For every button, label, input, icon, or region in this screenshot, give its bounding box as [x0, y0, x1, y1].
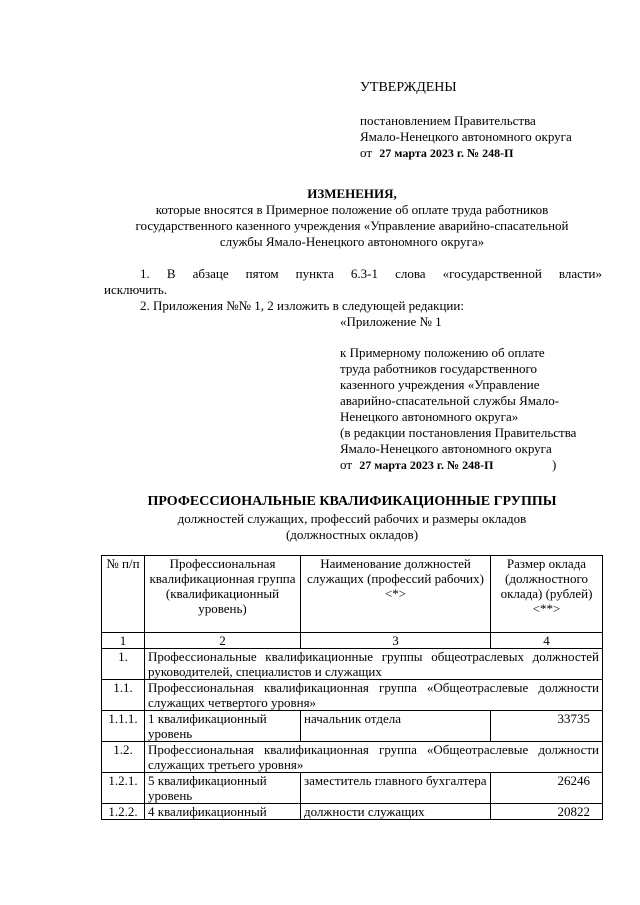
- appendix-date-prefix: от: [340, 457, 353, 472]
- section-title: ПРОФЕССИОНАЛЬНЫЕ КВАЛИФИКАЦИОННЫЕ ГРУППЫ: [147, 494, 557, 509]
- table-header-row: [102, 556, 603, 633]
- row-salary: 20822: [491, 804, 603, 820]
- approval-line-1: постановлением Правительства: [360, 113, 536, 128]
- document-title: ИЗМЕНЕНИЯ,: [307, 186, 397, 201]
- row-level: 5 квалификационный уровень: [145, 773, 301, 804]
- table-row: [102, 649, 603, 680]
- qualification-table: [101, 555, 603, 820]
- approval-date-prefix: от: [360, 145, 373, 160]
- row-num: 1.1.1.: [102, 711, 145, 742]
- row-level: 4 квалификационный: [145, 804, 301, 820]
- heading-line-1: которые вносятся в Примерное положение об оплате труда работников: [155, 202, 549, 217]
- appendix-line-2: труда работников государственного: [340, 361, 538, 376]
- section-subtitle-2: (должностных окладов): [285, 527, 419, 542]
- row-num: 1.: [102, 649, 145, 680]
- appendix-closing-paren: ): [552, 457, 557, 472]
- appendix-title: «Приложение № 1: [340, 314, 442, 329]
- row-num: 1.2.1.: [102, 773, 145, 804]
- row-salary: 33735: [491, 711, 603, 742]
- table-row: [102, 680, 603, 711]
- row-position: должности служащих: [301, 804, 491, 820]
- row-num: 1.1.: [102, 680, 145, 711]
- col-number-2: 2: [145, 633, 301, 649]
- row-num: 1.2.: [102, 742, 145, 773]
- item-1: 1. В абзаце пятом пункта 6.3-1 слова «государственной власти» исключить.: [104, 266, 602, 297]
- row-position: начальник отдела: [301, 711, 491, 742]
- appendix-date-line: [340, 457, 493, 473]
- col-number-3: 3: [301, 633, 491, 649]
- appendix-line-3: казенного учреждения «Управление: [340, 377, 540, 392]
- approval-date: 27 марта 2023 г. № 248-П: [379, 146, 514, 160]
- approval-title: УТВЕРЖДЕНЫ: [360, 80, 457, 95]
- table-row: [102, 742, 603, 773]
- appendix-line-1: к Примерному положению об оплате: [340, 345, 545, 360]
- section-subtitle-1: должностей служащих, профессий рабочих и размеры окладов: [177, 511, 527, 526]
- header-salary: Размер оклада (должностного оклада) (рублей) <**>: [491, 556, 603, 633]
- item-2: 2. Приложения №№ 1, 2 изложить в следующей редакции:: [140, 298, 464, 313]
- col-number-1: 1: [102, 633, 145, 649]
- appendix-line-5: Ненецкого автономного округа»: [340, 409, 519, 424]
- row-group-text: Профессиональная квалификационная группа «Общеотраслевые должности служащих третьего уровня»: [145, 742, 603, 773]
- header-num: № п/п: [102, 556, 145, 633]
- table-row: [102, 773, 603, 804]
- table-row: [102, 804, 603, 820]
- appendix-line-7: Ямало-Ненецкого автономного округа: [340, 441, 552, 456]
- header-positions: Наименование должностей служащих (профессий рабочих) <*>: [301, 556, 491, 633]
- row-num: 1.2.2.: [102, 804, 145, 820]
- approval-date-line: [360, 145, 513, 161]
- appendix-date: 27 марта 2023 г. № 248-П: [359, 458, 494, 472]
- col-number-4: 4: [491, 633, 603, 649]
- header-group: Профессиональная квалификационная группа (квалификационный уровень): [145, 556, 301, 633]
- row-group-text: Профессиональные квалификационные группы общеотраслевых должностей руководителей, специалистов и служащих: [145, 649, 603, 680]
- row-position: заместитель главного бухгалтера: [301, 773, 491, 804]
- approval-line-2: Ямало-Ненецкого автономного округа: [360, 129, 572, 144]
- row-level: 1 квалификационный уровень: [145, 711, 301, 742]
- row-salary: 26246: [491, 773, 603, 804]
- appendix-line-4: аварийно-спасательной службы Ямало-: [340, 393, 560, 408]
- table-row: [102, 711, 603, 742]
- row-group-text: Профессиональная квалификационная группа «Общеотраслевые должности служащих четвертого уровня»: [145, 680, 603, 711]
- table-column-numbers-row: [102, 633, 603, 649]
- heading-line-3: службы Ямало-Ненецкого автономного округа»: [219, 234, 485, 249]
- appendix-line-6: (в редакции постановления Правительства: [340, 425, 577, 440]
- heading-line-2: государственного казенного учреждения «Управление аварийно-спасательной: [135, 218, 569, 233]
